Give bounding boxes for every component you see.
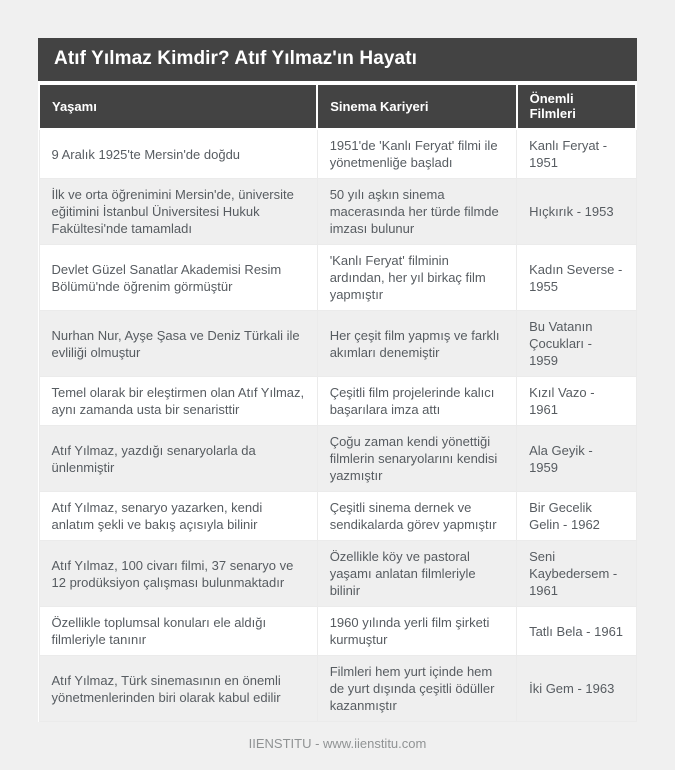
- table-row: [39, 656, 636, 722]
- table-cell: Devlet Güzel Sanatlar Akademisi Resim Bölümü'nde öğrenim görmüştür: [39, 245, 317, 311]
- table-cell: Atıf Yılmaz, yazdığı senaryolarla da ünlenmiştir: [39, 426, 317, 492]
- table-cell: Özellikle köy ve pastoral yaşamı anlatan filmleriyle bilinir: [317, 541, 516, 607]
- table-cell: Filmleri hem yurt içinde hem de yurt dışında çeşitli ödüller kazanmıştır: [317, 656, 516, 722]
- table-cell: Atıf Yılmaz, Türk sinemasının en önemli yönetmenlerinden biri olarak kabul edilir: [39, 656, 317, 722]
- table-row: [39, 245, 636, 311]
- table-row: [39, 607, 636, 656]
- table-cell: Ala Geyik - 1959: [517, 426, 636, 492]
- table-cell: 'Kanlı Feryat' filminin ardından, her yıl birkaç film yapmıştır: [317, 245, 516, 311]
- table-cell: Atıf Yılmaz, senaryo yazarken, kendi anlatım şekli ve bakış açısıyla bilinir: [39, 492, 317, 541]
- column-header-onemli-filmleri: Önemli Filmleri: [517, 84, 636, 129]
- page-title: Atıf Yılmaz Kimdir? Atıf Yılmaz'ın Hayatı: [38, 38, 637, 81]
- info-card: [38, 38, 637, 722]
- table-cell: Seni Kaybedersem - 1961: [517, 541, 636, 607]
- table-row: [39, 541, 636, 607]
- table-row: [39, 129, 636, 179]
- table-cell: Çeşitli sinema dernek ve sendikalarda görev yapmıştır: [317, 492, 516, 541]
- table-cell: 50 yılı aşkın sinema macerasında her türde filmde imzası bulunur: [317, 179, 516, 245]
- table-cell: Çeşitli film projelerinde kalıcı başarılara imza attı: [317, 377, 516, 426]
- table-row: [39, 426, 636, 492]
- table-cell: İlk ve orta öğrenimini Mersin'de, üniversite eğitimini İstanbul Üniversitesi Hukuk Fakültesi'nde tamamladı: [39, 179, 317, 245]
- info-table: [38, 83, 637, 722]
- column-header-yasami: Yaşamı: [39, 84, 317, 129]
- table-cell: Kanlı Feryat - 1951: [517, 129, 636, 179]
- table-cell: 9 Aralık 1925'te Mersin'de doğdu: [39, 129, 317, 179]
- table-row: [39, 377, 636, 426]
- table-row: [39, 311, 636, 377]
- table-cell: Temel olarak bir eleştirmen olan Atıf Yılmaz, aynı zamanda usta bir senaristtir: [39, 377, 317, 426]
- table-row: [39, 492, 636, 541]
- table-cell: Özellikle toplumsal konuları ele aldığı filmleriyle tanınır: [39, 607, 317, 656]
- table-cell: Kadın Severse - 1955: [517, 245, 636, 311]
- table-cell: İki Gem - 1963: [517, 656, 636, 722]
- table-cell: Bir Gecelik Gelin - 1962: [517, 492, 636, 541]
- table-cell: 1960 yılında yerli film şirketi kurmuştur: [317, 607, 516, 656]
- table-cell: Çoğu zaman kendi yönettiği filmlerin senaryolarını kendisi yazmıştır: [317, 426, 516, 492]
- table-cell: Her çeşit film yapmış ve farklı akımları denemiştir: [317, 311, 516, 377]
- table-cell: Tatlı Bela - 1961: [517, 607, 636, 656]
- table-cell: Hıçkırık - 1953: [517, 179, 636, 245]
- site-attribution: IIENSTITU - www.iienstitu.com: [248, 736, 427, 751]
- column-header-sinema-kariyeri: Sinema Kariyeri: [317, 84, 516, 129]
- table-header-row: [39, 84, 636, 129]
- table-cell: Kızıl Vazo - 1961: [517, 377, 636, 426]
- table-cell: Nurhan Nur, Ayşe Şasa ve Deniz Türkali ile evliliği olmuştur: [39, 311, 317, 377]
- table-cell: Bu Vatanın Çocukları - 1959: [517, 311, 636, 377]
- table-row: [39, 179, 636, 245]
- table-cell: 1951'de 'Kanlı Feryat' filmi ile yönetmenliğe başladı: [317, 129, 516, 179]
- table-cell: Atıf Yılmaz, 100 civarı filmi, 37 senaryo ve 12 prodüksiyon çalışması bulunmaktadır: [39, 541, 317, 607]
